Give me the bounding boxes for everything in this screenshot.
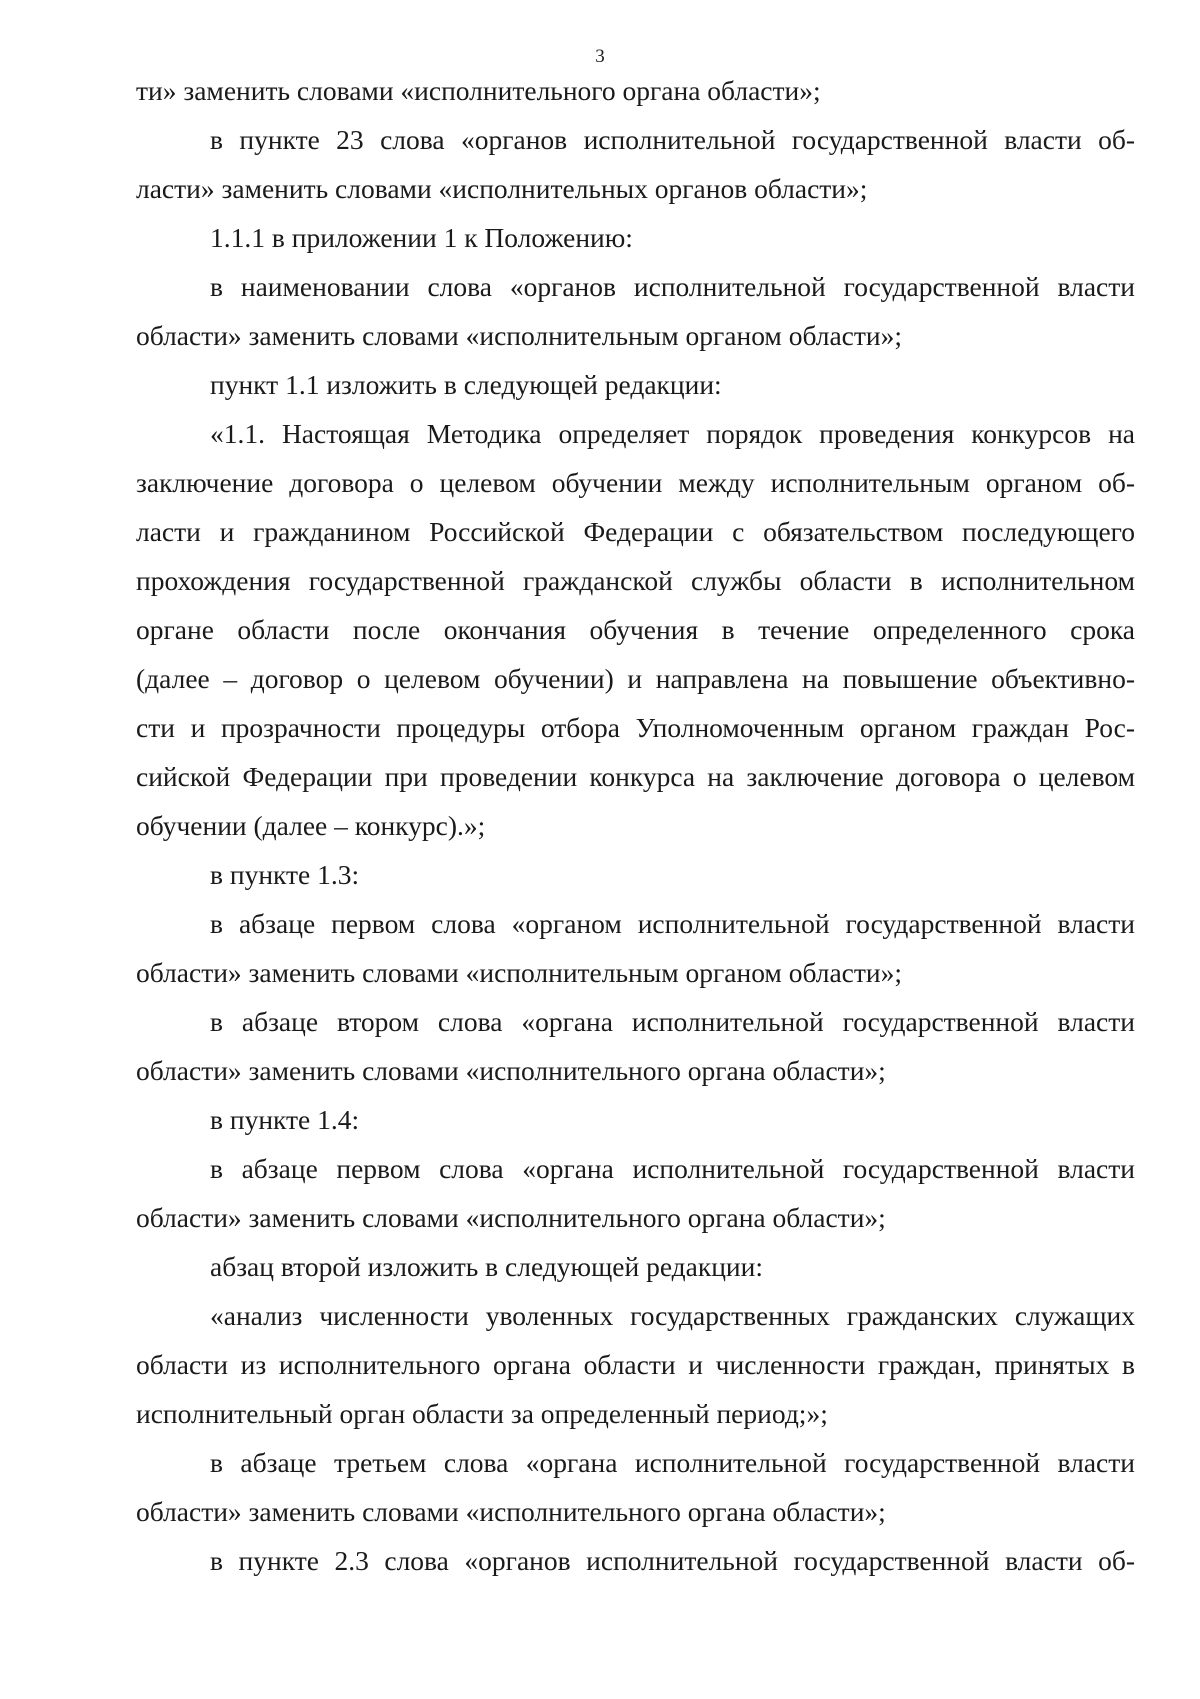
document-line: области» заменить словами «исполнительным органом области»; bbox=[136, 957, 903, 988]
document-line: обучении (далее – конкурс).»; bbox=[136, 810, 486, 841]
document-line: в абзаце третьем слова «органа исполнительной государственной власти bbox=[210, 1447, 1135, 1478]
document-line: ласти» заменить словами «исполнительных органов области»; bbox=[136, 173, 868, 204]
document-line: исполнительный орган области за определенный период;»; bbox=[136, 1398, 828, 1429]
document-body bbox=[136, 66, 1135, 1585]
document-line: в абзаце первом слова «органом исполнительной государственной власти bbox=[210, 908, 1135, 939]
document-line: ти» заменить словами «исполнительного органа области»; bbox=[136, 75, 821, 106]
document-line: органе области после окончания обучения в течение определенного срока bbox=[136, 614, 1135, 645]
document-line: в пункте 1.4: bbox=[210, 1104, 360, 1135]
document-line: области» заменить словами «исполнительным органом области»; bbox=[136, 320, 903, 351]
document-line: области» заменить словами «исполнительного органа области»; bbox=[136, 1496, 886, 1527]
document-line: сийской Федерации при проведении конкурса на заключение договора о целевом bbox=[136, 761, 1135, 792]
document-line: в абзаце первом слова «органа исполнительной государственной власти bbox=[210, 1153, 1135, 1184]
document-line: области» заменить словами «исполнительного органа области»; bbox=[136, 1055, 886, 1086]
document-line: в пункте 1.3: bbox=[210, 859, 360, 890]
page-number: 3 bbox=[595, 46, 605, 67]
document-line: «анализ численности уволенных государственных гражданских служащих bbox=[210, 1300, 1135, 1331]
document-line: абзац второй изложить в следующей редакции: bbox=[210, 1251, 764, 1282]
document-line: заключение договора о целевом обучении между исполнительным органом об- bbox=[136, 467, 1135, 498]
document-line: в абзаце втором слова «органа исполнительной государственной власти bbox=[210, 1006, 1135, 1037]
document-line: (далее – договор о целевом обучении) и направлена на повышение объективно- bbox=[136, 663, 1135, 694]
document-line: области» заменить словами «исполнительного органа области»; bbox=[136, 1202, 886, 1233]
document-line: «1.1. Настоящая Методика определяет порядок проведения конкурсов на bbox=[210, 418, 1135, 449]
document-line: области из исполнительного органа области и численности граждан, принятых в bbox=[136, 1349, 1135, 1380]
document-line: прохождения государственной гражданской службы области в исполнительном bbox=[136, 565, 1135, 596]
document-line: сти и прозрачности процедуры отбора Уполномоченным органом граждан Рос- bbox=[136, 712, 1135, 743]
document-line: пункт 1.1 изложить в следующей редакции: bbox=[210, 369, 722, 400]
document-line: ласти и гражданином Российской Федерации с обязательством последующего bbox=[136, 516, 1135, 547]
document-line: в пункте 23 слова «органов исполнительной государственной власти об- bbox=[210, 124, 1135, 155]
document-line: в наименовании слова «органов исполнительной государственной власти bbox=[210, 271, 1135, 302]
document-line: 1.1.1 в приложении 1 к Положению: bbox=[210, 222, 633, 253]
document-line: в пункте 2.3 слова «органов исполнительной государственной власти об- bbox=[210, 1545, 1135, 1576]
